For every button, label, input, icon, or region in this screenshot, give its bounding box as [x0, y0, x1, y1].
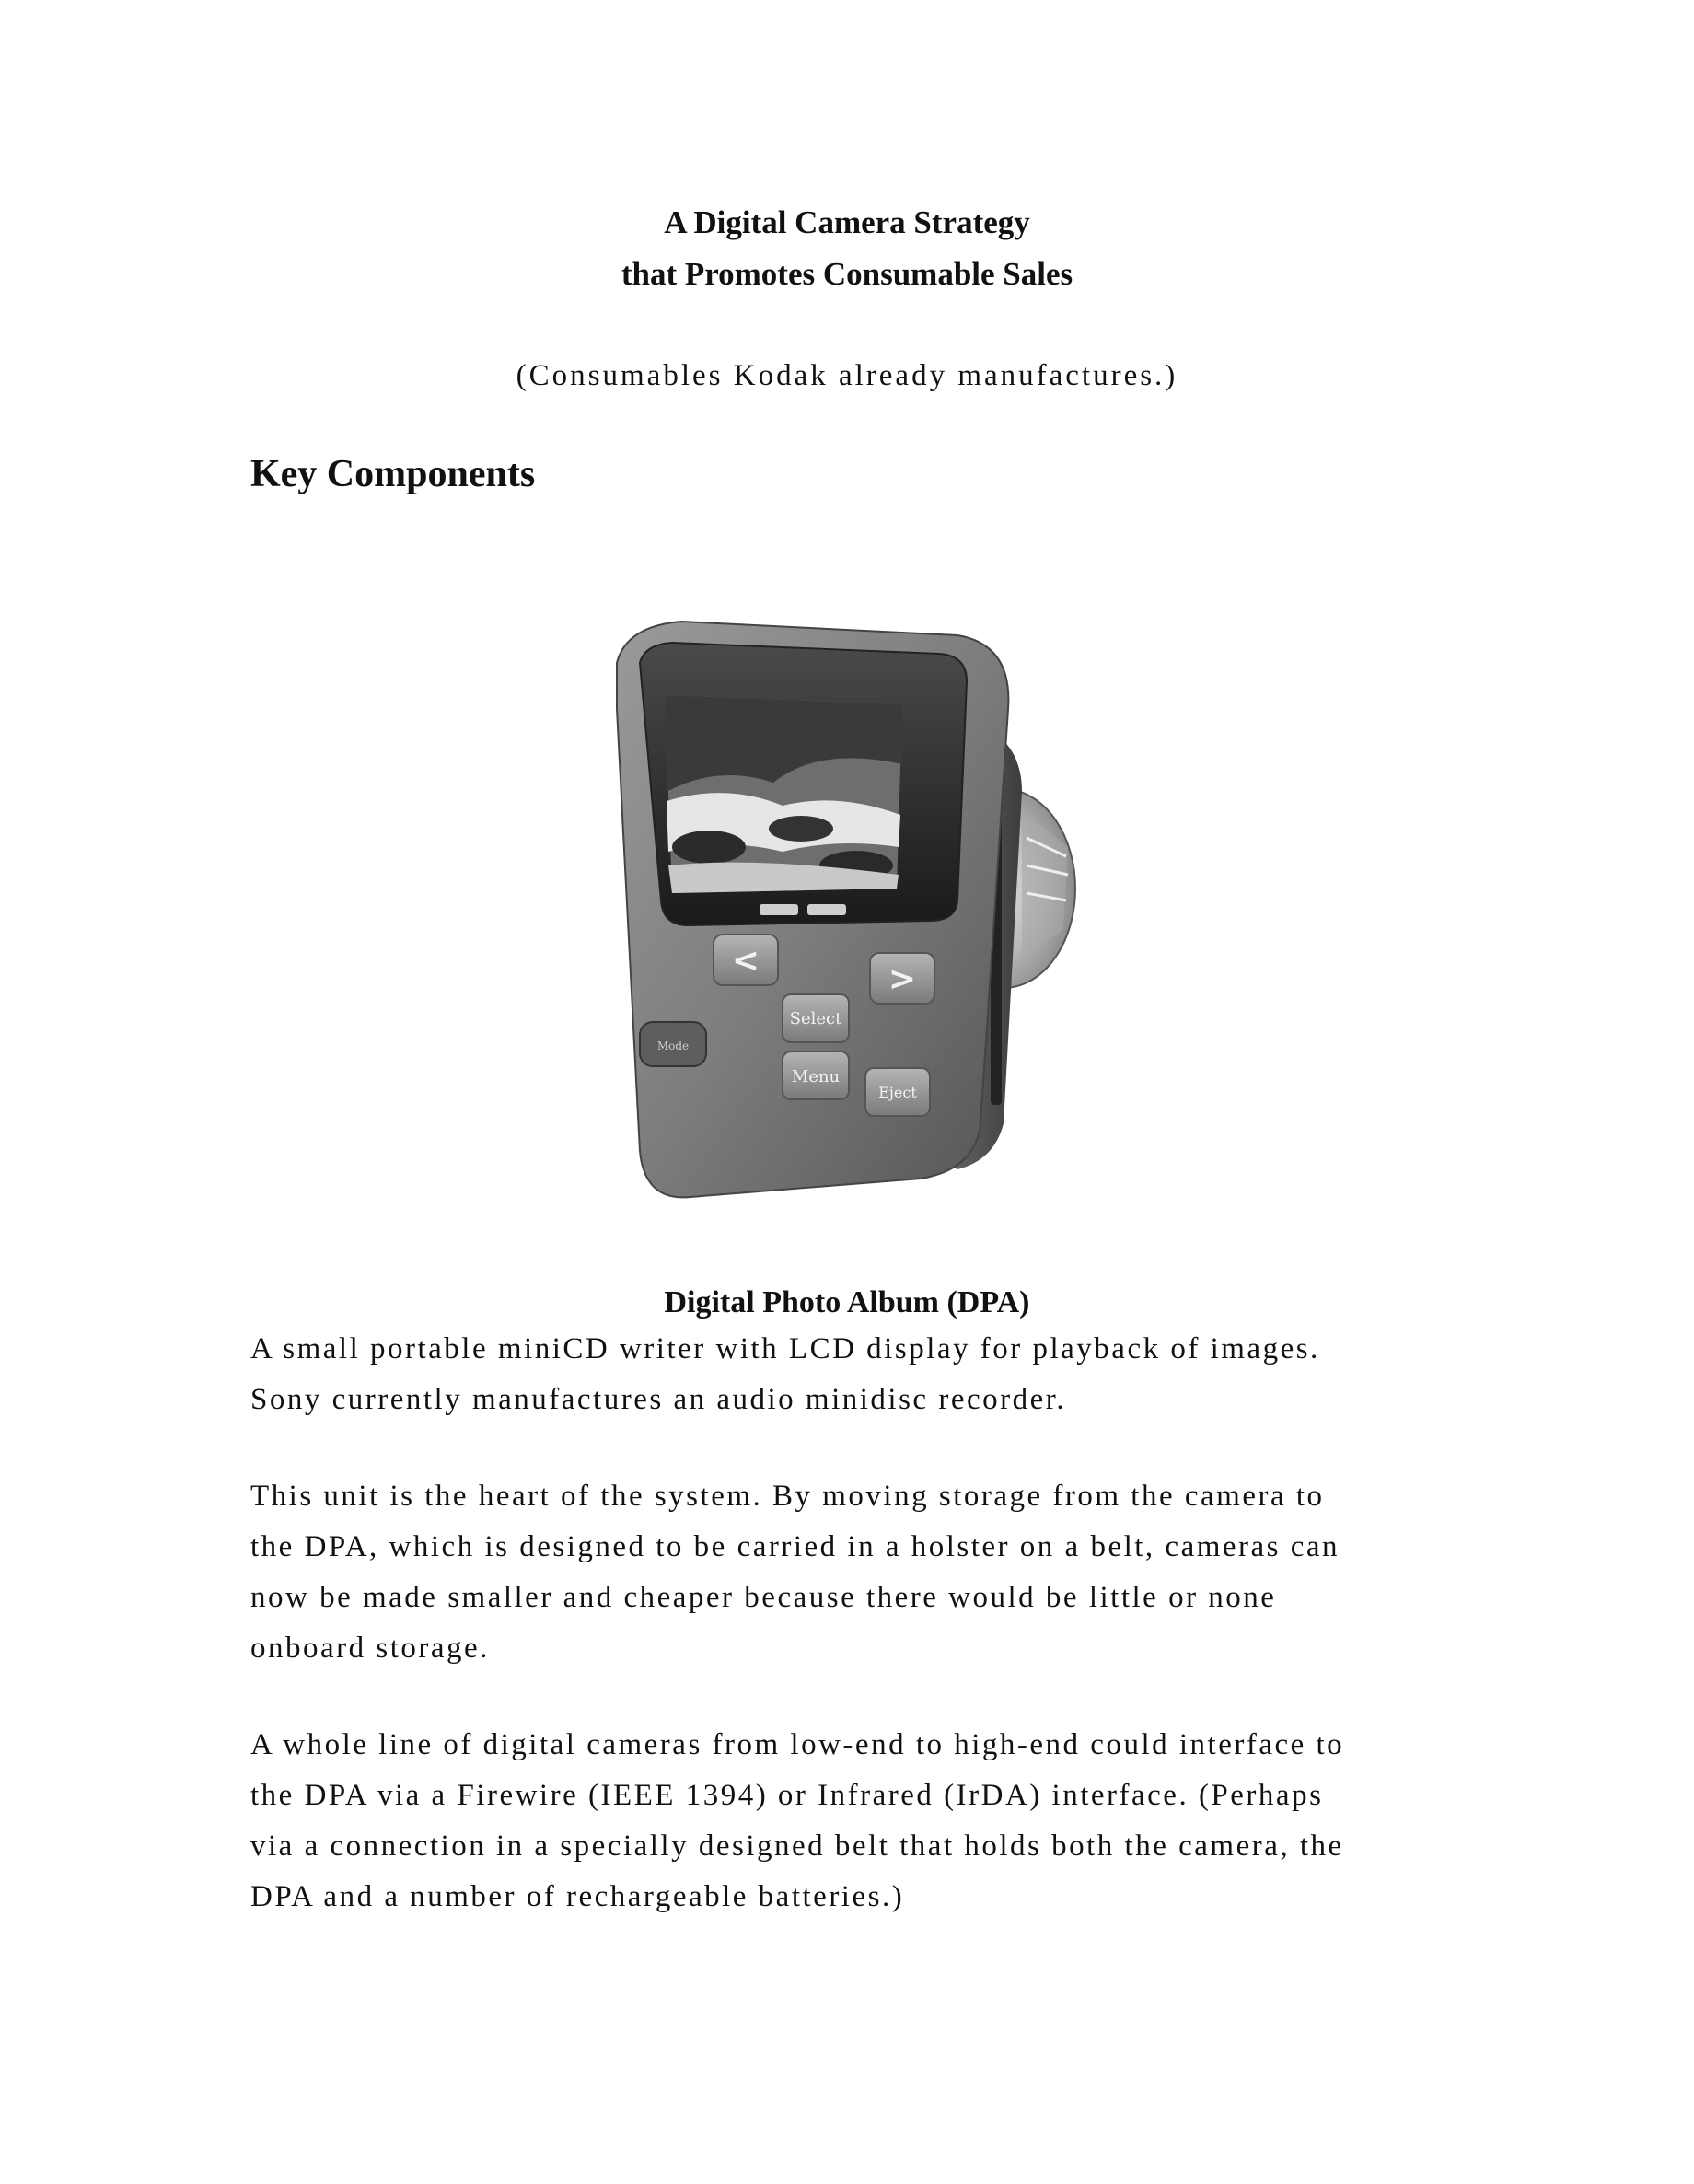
paragraph-3-line-1: A whole line of digital cameras from low-end to high-end could interface to [250, 1728, 1345, 1761]
menu-label: Menu [791, 1067, 841, 1086]
mode-button[interactable] [640, 1022, 706, 1066]
paragraph-3-line-4: DPA and a number of rechargeable batteries.) [250, 1880, 905, 1913]
paragraph-2-line-3: now be made smaller and cheaper because there would be little or none [250, 1581, 1277, 1614]
mode-label: Mode [656, 1040, 690, 1052]
paragraph-3-line-3: via a connection in a specially designed belt that holds both the camera, the [250, 1830, 1344, 1863]
eject-label: Eject [878, 1084, 917, 1101]
paragraph-1-line-1: A small portable miniCD writer with LCD display for playback of images. [250, 1332, 1320, 1365]
soft-key-left[interactable] [760, 904, 798, 915]
right-arrow-label: > [888, 960, 917, 998]
document-title-line-2: that Promotes Consumable Sales [621, 256, 1073, 292]
paragraph-1-line-2: Sony currently manufactures an audio minidisc recorder. [250, 1383, 1067, 1416]
dpa-device-illustration [589, 608, 1142, 1215]
document-subtitle: (Consumables Kodak already manufactures.) [516, 359, 1178, 392]
paragraph-2 [250, 1471, 1475, 1674]
eject-button[interactable] [865, 1068, 930, 1116]
menu-button[interactable] [783, 1051, 849, 1099]
lcd-photo-display [665, 695, 902, 893]
paragraph-2-line-4: onboard storage. [250, 1632, 490, 1665]
document-title-line-1: A Digital Camera Strategy [664, 204, 1030, 240]
paragraph-2-line-2: the DPA, which is designed to be carried in a holster on a belt, cameras can [250, 1530, 1340, 1563]
select-button[interactable] [783, 994, 849, 1042]
figure-caption: Digital Photo Album (DPA) [664, 1285, 1030, 1319]
right-arrow-button[interactable] [870, 953, 934, 1004]
paragraph-1 [250, 1324, 1475, 1425]
paragraph-3 [250, 1720, 1475, 1923]
left-arrow-label: < [731, 942, 760, 980]
soft-key-right[interactable] [807, 904, 846, 915]
select-label: Select [789, 1009, 842, 1028]
left-arrow-button[interactable] [714, 935, 778, 985]
section-heading-key-components: Key Components [250, 453, 536, 495]
paragraph-3-line-2: the DPA via a Firewire (IEEE 1394) or Infrared (IrDA) interface. (Perhaps [250, 1779, 1324, 1812]
paragraph-2-line-1: This unit is the heart of the system. By moving storage from the camera to [250, 1480, 1325, 1513]
dpa-device-drawing [589, 608, 1142, 1215]
